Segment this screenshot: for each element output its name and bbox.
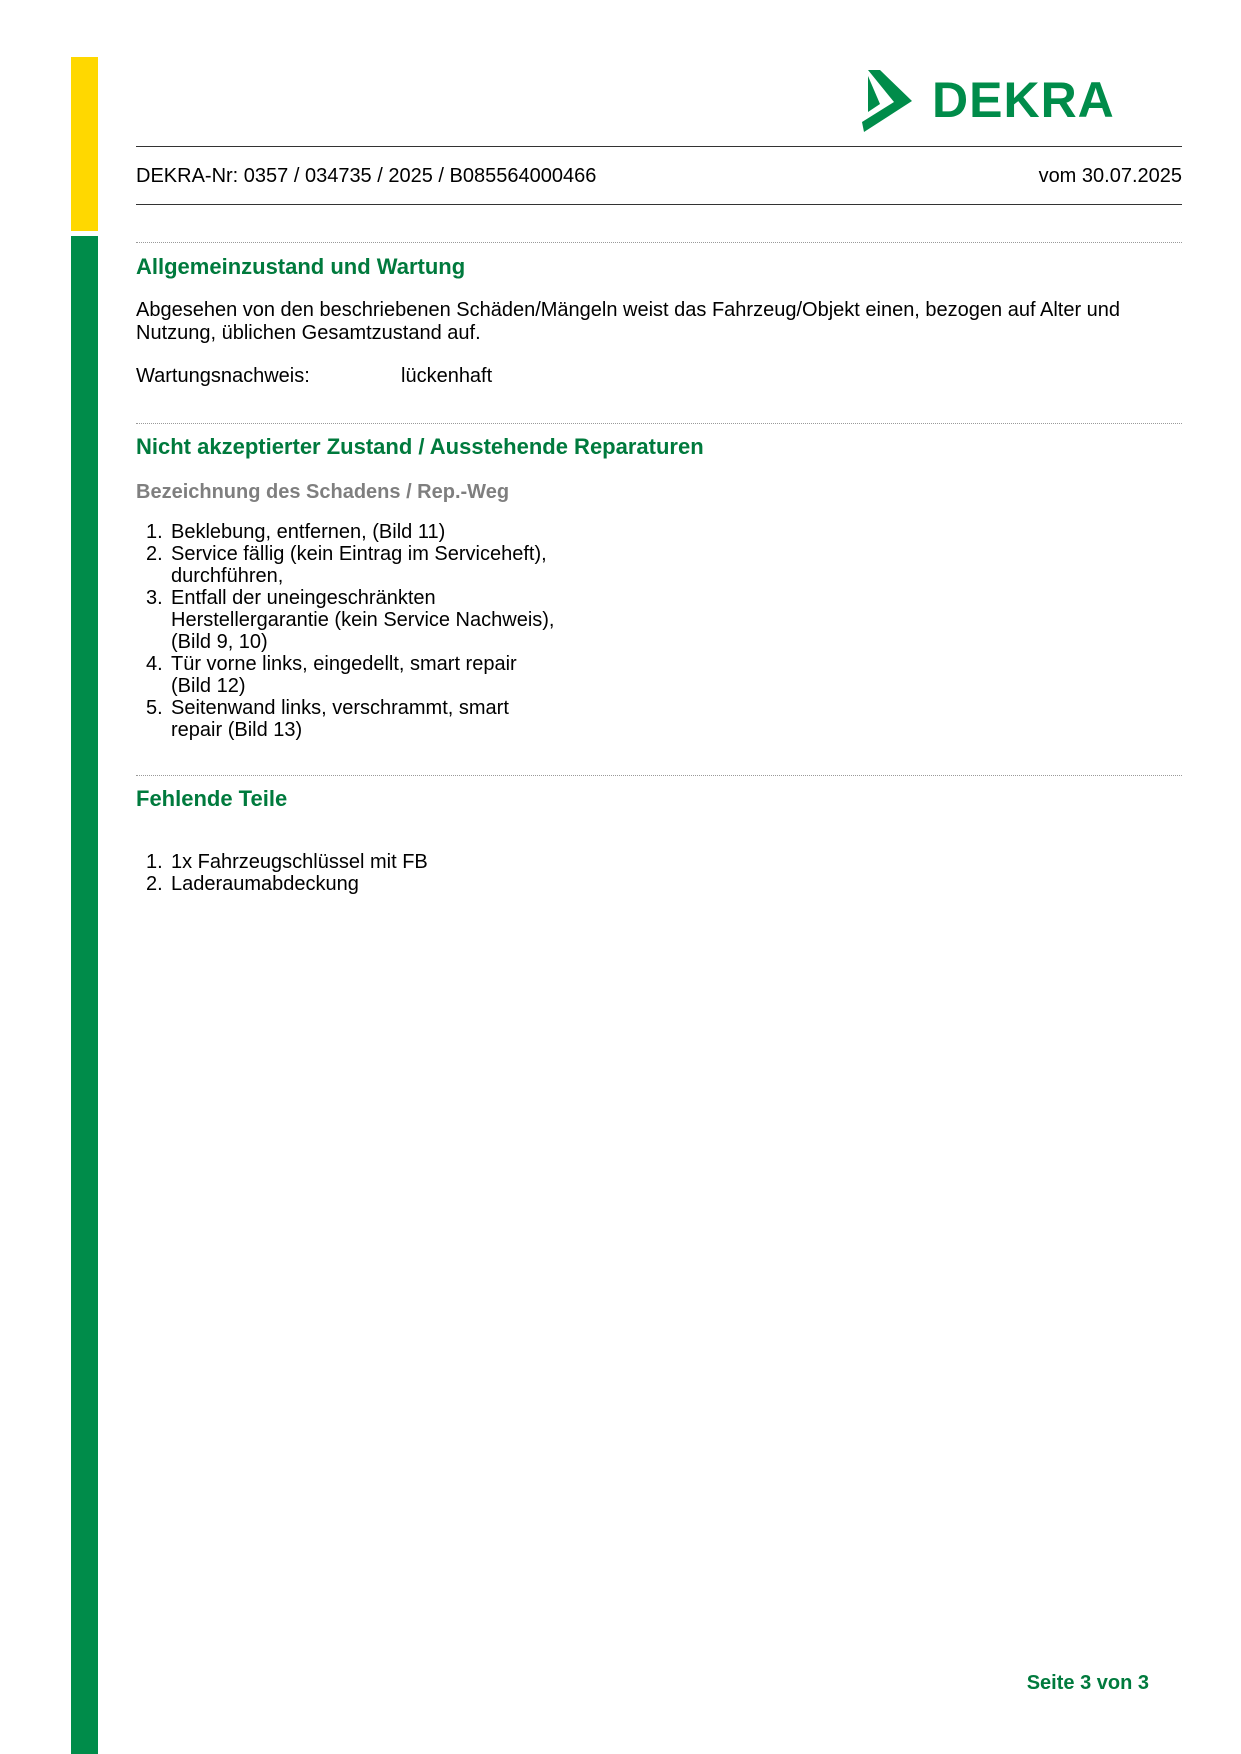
dekra-logo-text: DEKRA [932, 72, 1115, 128]
page-number: Seite 3 von 3 [1026, 1672, 1149, 1694]
list-item-number: 5. [146, 697, 163, 719]
pending-repairs-list [136, 521, 554, 741]
list-item-text: Herstellergarantie (kein Service Nachweis), [171, 609, 555, 631]
list-item-text: Service fällig (kein Eintrag im Serviceheft), [171, 543, 547, 565]
list-item-text: durchführen, [171, 565, 284, 587]
list-item-number: 2. [146, 873, 163, 895]
section-heading-missing-parts: Fehlende Teile [136, 786, 288, 811]
list-item-number: 1. [146, 851, 163, 873]
report-date: vom 30.07.2025 [1038, 165, 1182, 187]
list-item-text: (Bild 12) [171, 675, 246, 697]
list-item-text: Tür vorne links, eingedellt, smart repair [171, 653, 517, 675]
section-heading-general-condition: Allgemeinzustand und Wartung [136, 254, 466, 279]
list-item-text: repair (Bild 13) [171, 719, 303, 741]
list-item [136, 873, 428, 895]
maintenance-label: Wartungsnachweis: [136, 365, 310, 387]
dekra-logo-icon [860, 68, 924, 134]
header-top-rule [136, 146, 1182, 147]
list-item [136, 543, 554, 587]
yellow-side-bar [71, 57, 98, 231]
list-item [136, 697, 554, 741]
header-bottom-rule [136, 204, 1182, 205]
maintenance-value: lückenhaft [401, 365, 493, 387]
list-item-number: 4. [146, 653, 163, 675]
dekra-logo [860, 68, 1115, 134]
general-condition-line: Nutzung, üblichen Gesamtzustand auf. [136, 322, 481, 344]
section-divider [136, 423, 1182, 424]
list-item [136, 653, 554, 697]
list-item-number: 2. [146, 543, 163, 565]
general-condition-line: Abgesehen von den beschriebenen Schäden/Mängeln weist das Fahrzeug/Objekt einen, bezogen auf Alter und [136, 299, 1121, 321]
dekra-number: DEKRA-Nr: 0357 / 034735 / 2025 / B085564000466 [136, 165, 597, 187]
list-item-text: Laderaumabdeckung [171, 873, 359, 895]
list-item-text: Seitenwand links, verschrammt, smart [171, 697, 509, 719]
green-side-bar [71, 236, 98, 1754]
list-item-text: 1x Fahrzeugschlüssel mit FB [171, 851, 428, 873]
list-item-text: Beklebung, entfernen, (Bild 11) [171, 521, 446, 543]
list-item [136, 587, 554, 653]
section-divider [136, 242, 1182, 243]
list-item-text: Entfall der uneingeschränkten [171, 587, 436, 609]
missing-parts-list [136, 851, 428, 895]
section-heading-pending-repairs: Nicht akzeptierter Zustand / Ausstehende Reparaturen [136, 434, 704, 459]
general-condition-text [136, 299, 1182, 345]
list-item [136, 851, 428, 873]
section-divider [136, 775, 1182, 776]
list-item-text: (Bild 9, 10) [171, 631, 268, 653]
list-item-number: 1. [146, 521, 163, 543]
list-item-number: 3. [146, 587, 163, 609]
damage-subheading: Bezeichnung des Schadens / Rep.-Weg [136, 481, 510, 503]
list-item [136, 521, 554, 543]
